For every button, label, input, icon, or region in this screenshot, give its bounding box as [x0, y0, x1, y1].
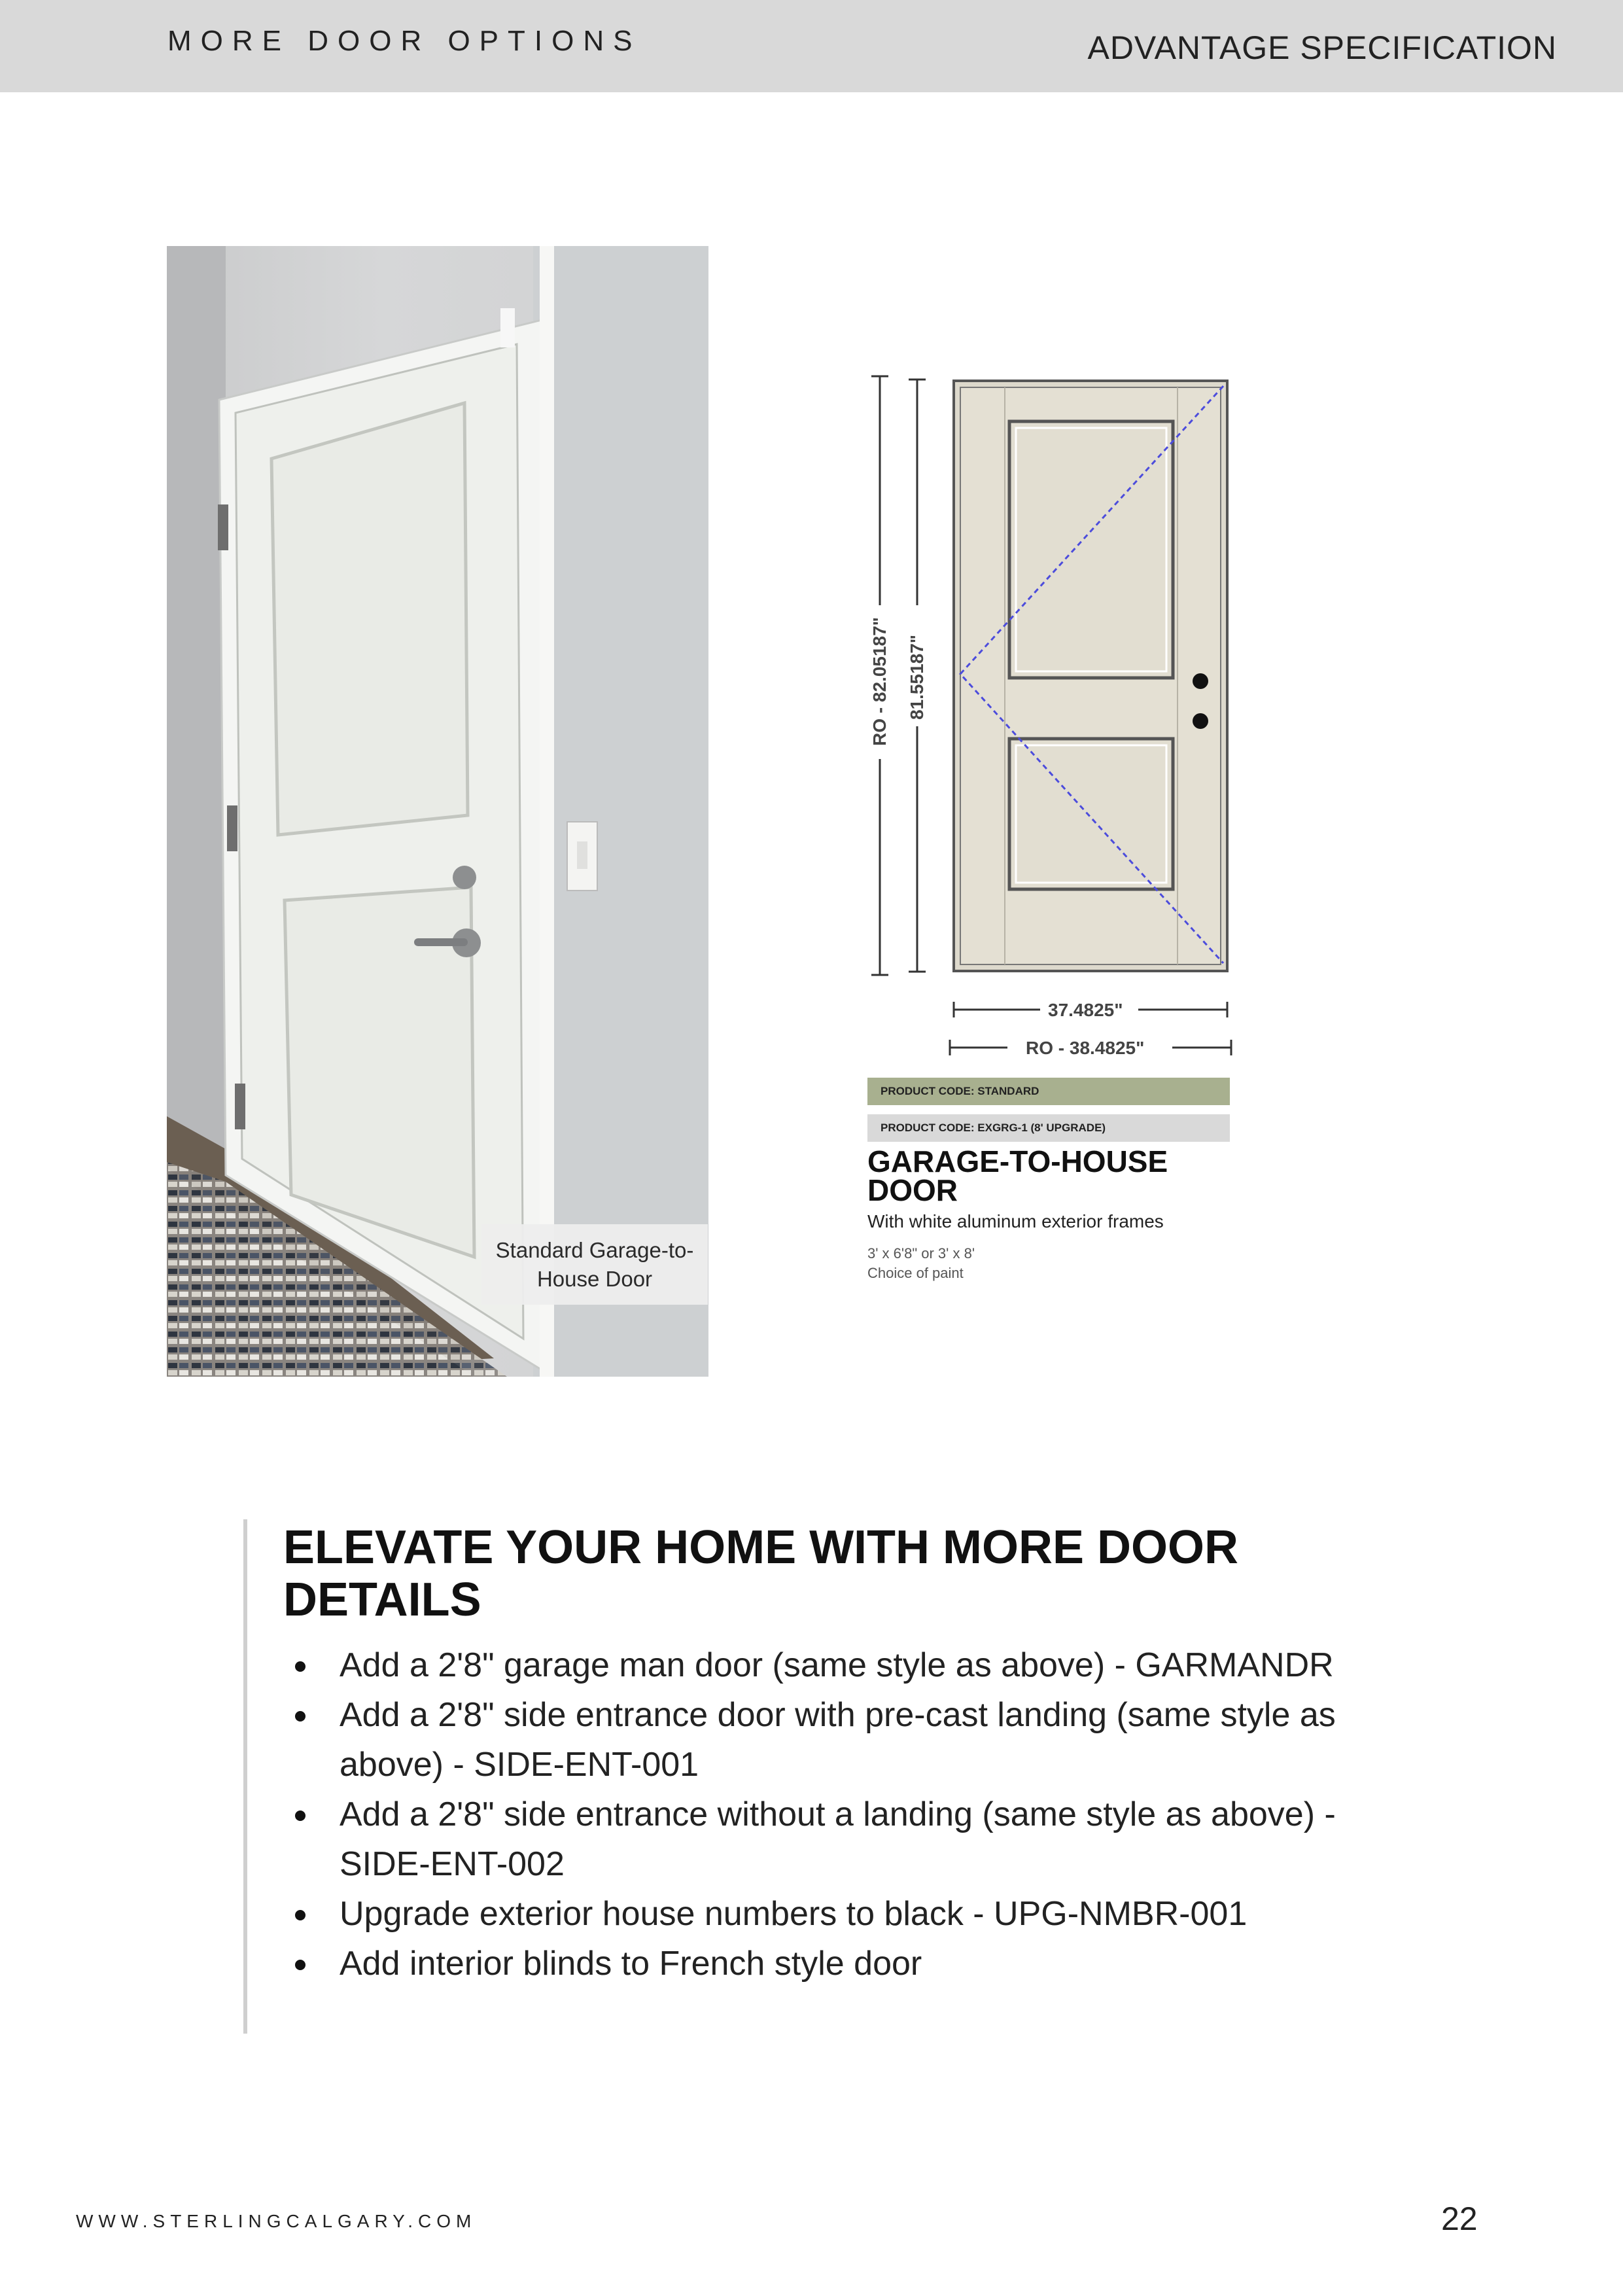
page-number: 22 — [1441, 2200, 1478, 2237]
section-rule — [243, 1519, 247, 2034]
list-item: Add a 2'8" side entrance without a landing (same style as above) - SIDE-ENT-002 — [340, 1790, 1399, 1889]
product-spec-size: 3' x 6'8" or 3' x 8' — [867, 1245, 975, 1262]
product-code-standard: PRODUCT CODE: STANDARD — [867, 1078, 1230, 1105]
details-list — [283, 1640, 1399, 1988]
door-elevation-diagram — [850, 353, 1256, 1067]
product-code-upgrade: PRODUCT CODE: EXGRG-1 (8' UPGRADE) — [867, 1114, 1230, 1142]
photo-caption: Standard Garage-to-House Door — [481, 1224, 708, 1305]
list-item: Add interior blinds to French style door — [340, 1939, 1399, 1988]
product-specs — [867, 1244, 975, 1283]
section-title: MORE DOOR OPTIONS — [167, 25, 642, 57]
height-ro-label: RO - 82.05187" — [869, 617, 890, 746]
page-header — [0, 0, 1623, 92]
product-title: GARAGE-TO-HOUSE DOOR — [867, 1144, 1168, 1207]
door-photo — [167, 246, 708, 1377]
list-item: Upgrade exterior house numbers to black - UPG-NMBR-001 — [340, 1889, 1399, 1939]
product-spec-paint: Choice of paint — [867, 1265, 964, 1281]
list-item: Add a 2'8" side entrance door with pre-cast landing (same style as above) - SIDE-ENT-001 — [340, 1690, 1399, 1790]
details-heading: ELEVATE YOUR HOME WITH MORE DOOR DETAILS — [283, 1521, 1239, 1626]
product-subtitle: With white aluminum exterior frames — [867, 1211, 1164, 1231]
list-item: Add a 2'8" garage man door (same style as above) - GARMANDR — [340, 1640, 1399, 1690]
document-title: ADVANTAGE SPECIFICATION — [1087, 29, 1557, 66]
door-photo-illustration — [167, 246, 708, 1377]
footer-url: WWW.STERLINGCALGARY.COM — [76, 2211, 477, 2231]
height-label: 81.55187" — [907, 634, 927, 720]
width-label: 37.4825" — [1048, 1000, 1123, 1020]
width-ro-label: RO - 38.4825" — [1026, 1038, 1145, 1058]
door-drawing — [850, 353, 1256, 1067]
